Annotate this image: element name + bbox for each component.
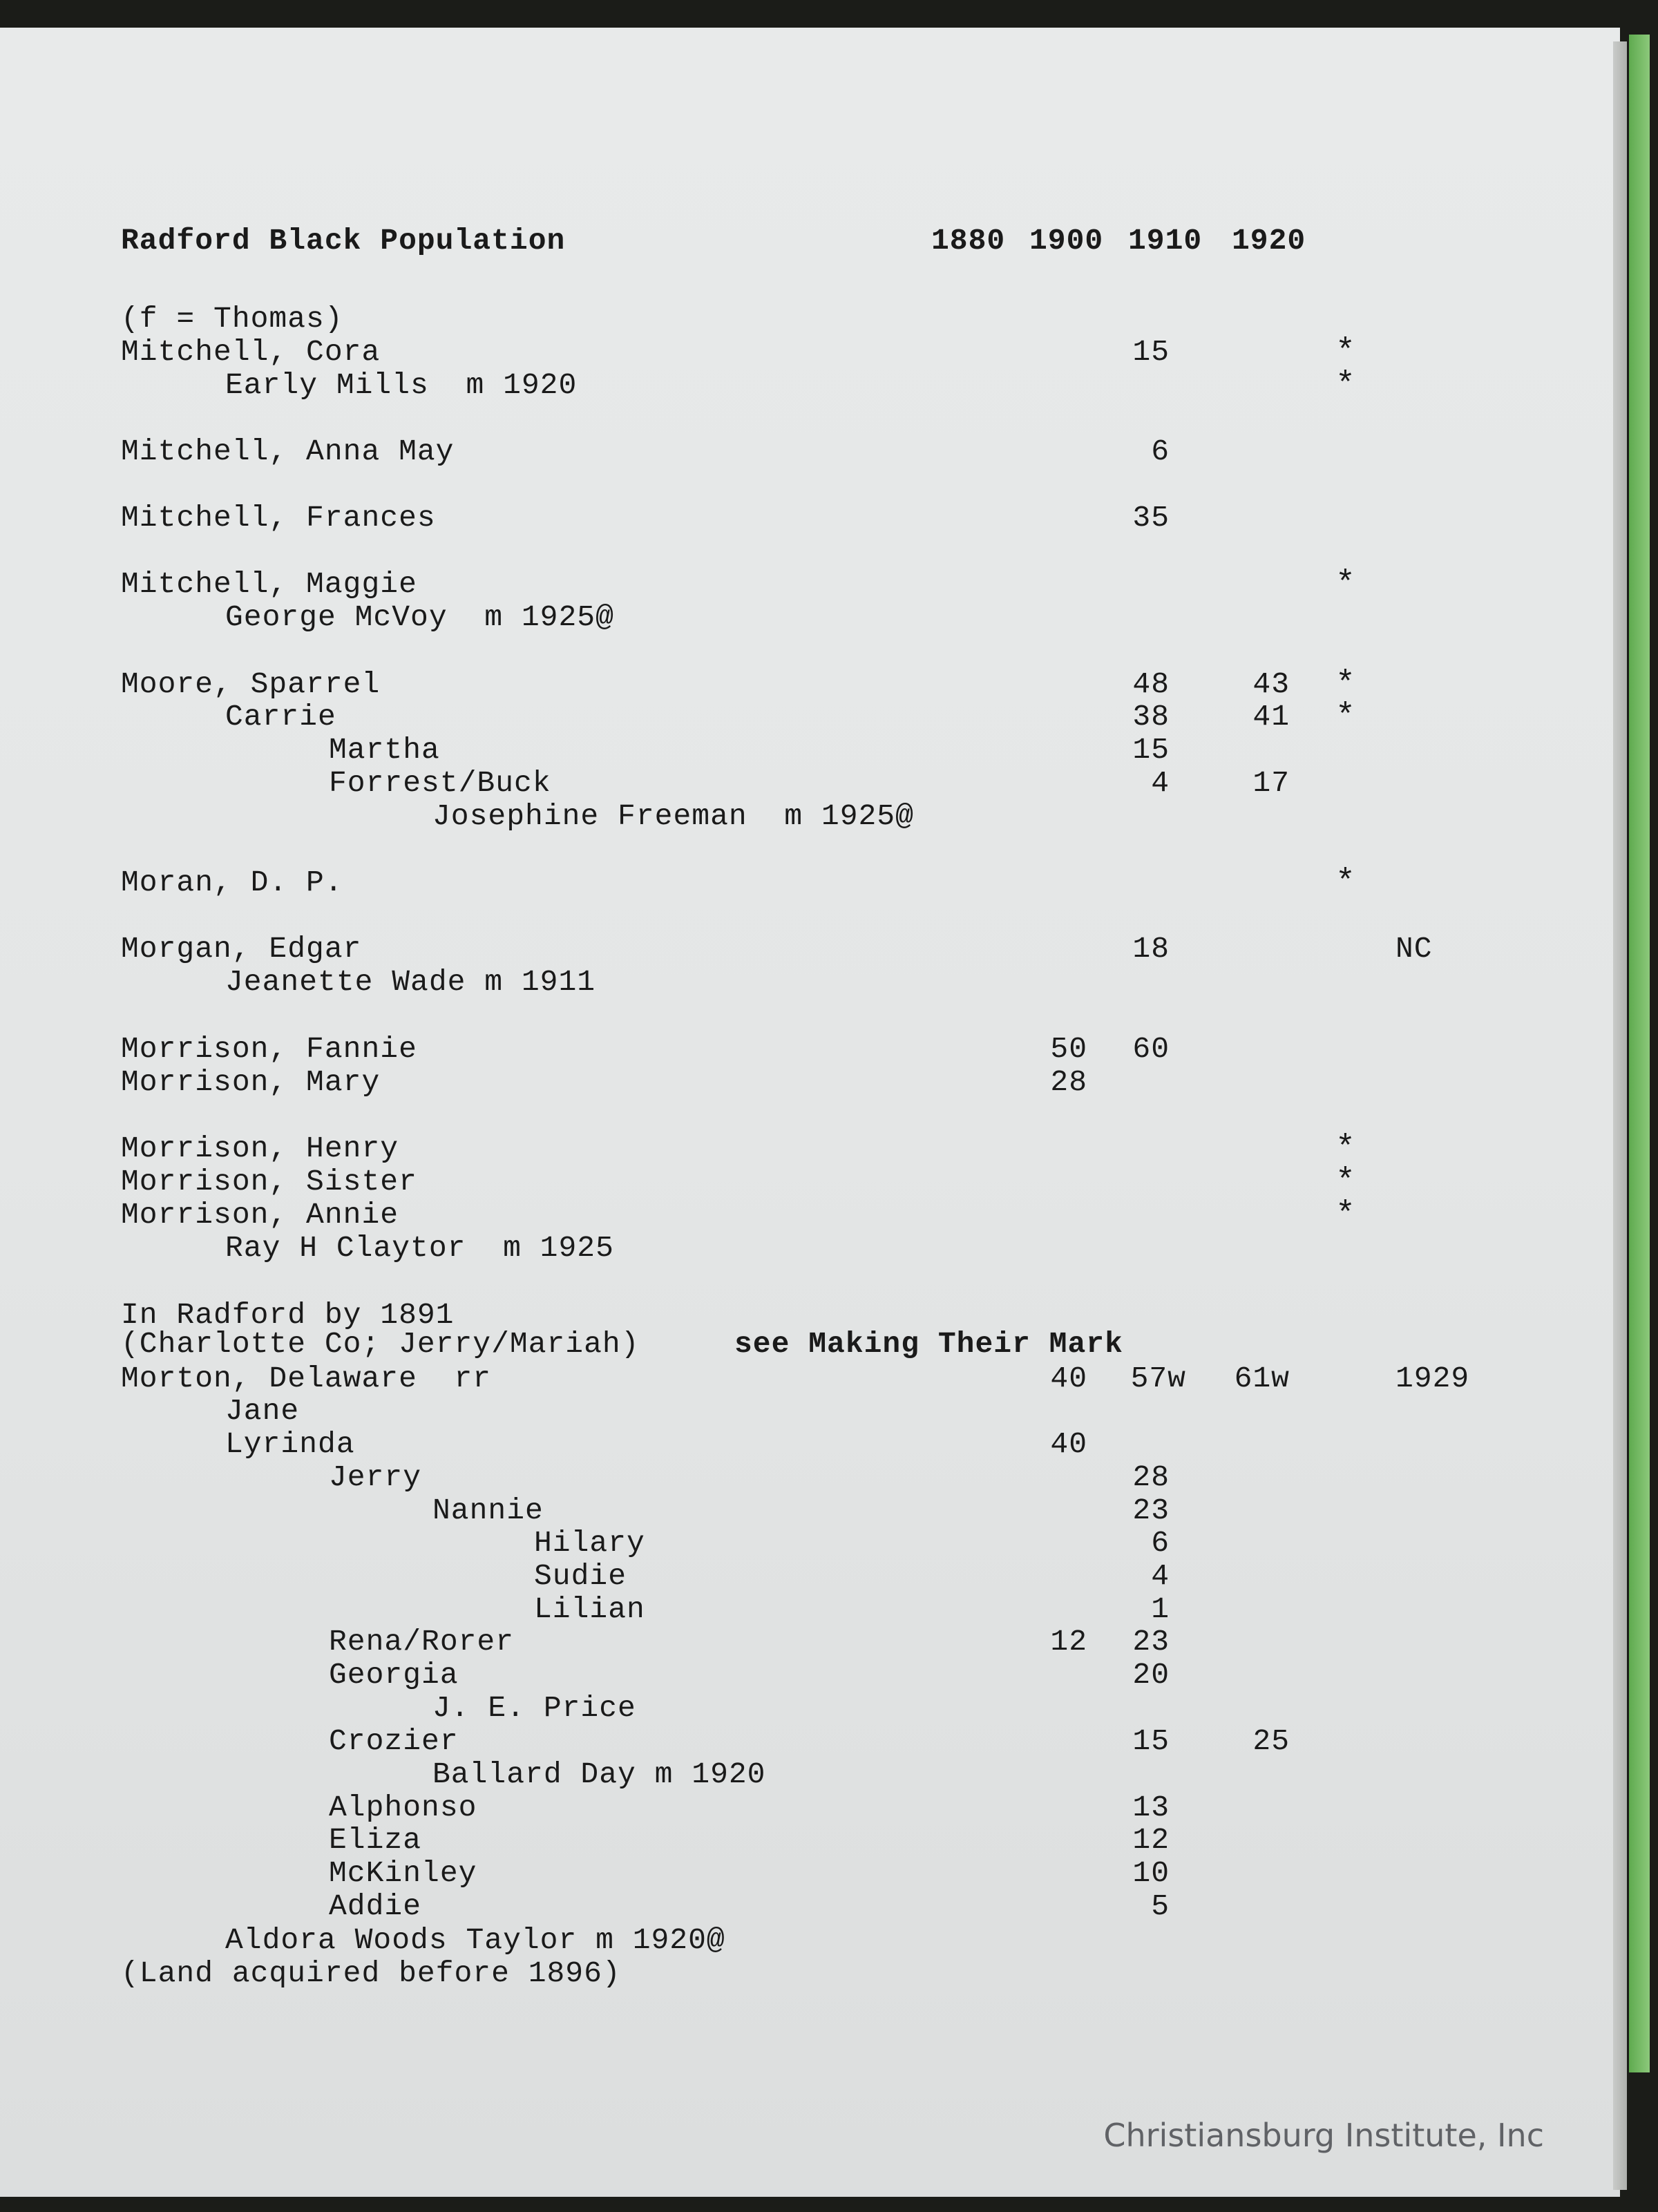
value-1910: 13 [1132,1791,1170,1824]
entry-name: Addie [329,1889,422,1923]
entry-name: Morrison, Fannie [121,1032,417,1066]
value-1910: 10 [1132,1856,1170,1890]
value-1900: 40 [1050,1362,1087,1395]
value-1910: 4 [1151,1559,1170,1593]
watermark: Christiansburg Institute, Inc [1103,2117,1544,2154]
list-item [0,1724,1620,1760]
list-item [0,1657,1620,1693]
value-marker: * [1335,1196,1356,1234]
value-1910: 23 [1132,1494,1170,1527]
entry-name: (Charlotte Co; Jerry/Mariah) [121,1327,640,1361]
list-item [0,1757,1620,1793]
list-item [0,368,1620,403]
list-item [0,1427,1620,1462]
list-item [0,1393,1620,1429]
list-item [0,500,1620,536]
list-item [0,699,1620,735]
list-item [0,600,1620,636]
value-marker: * [1335,666,1356,703]
green-folder-edge [1629,35,1650,2072]
document-page [0,28,1620,2197]
entry-name: Martha [329,733,440,767]
entry-name: (Land acquired before 1896) [121,1956,621,1990]
value-marker: * [1335,1163,1356,1201]
list-item [0,1822,1620,1858]
value-1920: 25 [1252,1724,1290,1758]
list-item [0,865,1620,901]
entry-name: Jerry [329,1460,422,1494]
value-marker: * [1335,566,1356,603]
list-item [0,931,1620,967]
entry-name: Moore, Sparrel [121,667,381,701]
entry-name: Morrison, Annie [121,1198,399,1232]
value-1910: 12 [1132,1823,1170,1857]
list-item [0,1592,1620,1628]
entry-name: Alphonso [329,1791,477,1824]
entry-name: Mitchell, Maggie [121,567,417,601]
value-marker: * [1335,864,1356,902]
entry-name: Lyrinda [225,1427,355,1461]
year-header-1920: 1920 [1232,224,1306,258]
entry-name: Moran, D. P. [121,866,343,899]
list-item [0,732,1620,768]
value-1900: 50 [1050,1032,1087,1066]
value-1910: 38 [1132,700,1170,734]
year-header-1880: 1880 [931,224,1006,258]
entry-name: Morrison, Sister [121,1165,417,1199]
value-marker: * [1335,698,1356,736]
list-item [0,1031,1620,1067]
list-item [0,1493,1620,1529]
list-item [0,1131,1620,1167]
list-item [0,434,1620,470]
entry-name: Ballard Day m 1920 [432,1757,766,1791]
value-1910: 48 [1132,667,1170,701]
entry-name: Josephine Freeman m 1925@ [432,799,914,833]
entry-name: Mitchell, Cora [121,335,381,369]
entry-name: Mitchell, Anna May [121,435,455,468]
list-item [0,1361,1620,1397]
list-item [0,765,1620,801]
entry-name: Morgan, Edgar [121,932,362,966]
entry-name: Morrison, Mary [121,1065,381,1099]
list-item [0,964,1620,1000]
list-item [0,1460,1620,1496]
value-marker: * [1335,1130,1356,1167]
entry-name: Forrest/Buck [329,766,551,800]
value-1910: 1 [1151,1592,1170,1626]
value-1910: 18 [1132,932,1170,966]
list-item [0,1956,1620,1992]
value-1910: 4 [1151,766,1170,800]
list-item [0,301,1620,337]
entry-name: Crozier [329,1724,459,1758]
list-item [0,1525,1620,1561]
value-1910: 60 [1132,1032,1170,1066]
entry-name: In Radford by 1891 [121,1298,455,1332]
value-1910: 6 [1151,435,1170,468]
value-1910: 6 [1151,1526,1170,1560]
entry-name: Morrison, Henry [121,1132,399,1165]
list-item [0,1326,1620,1362]
entry-name: Early Mills m 1920 [225,368,578,402]
value-marker: * [1335,334,1356,371]
entry-name: Carrie [225,700,336,734]
list-item [0,1889,1620,1925]
value-1910: 5 [1151,1889,1170,1923]
header-row [0,223,1620,259]
entry-name: Eliza [329,1823,422,1857]
entry-name: Hilary [534,1526,645,1560]
value-1900: 12 [1050,1625,1087,1659]
value-1910: 57w [1130,1362,1186,1395]
value-end: NC [1395,932,1433,966]
entry-name: McKinley [329,1856,477,1890]
entry-name: Morton, Delaware rr [121,1362,492,1395]
value-1910: 28 [1132,1460,1170,1494]
value-1920: 43 [1252,667,1290,701]
entry-name: Jane [225,1394,300,1428]
entry-name: Lilian [534,1592,645,1626]
list-item [0,1164,1620,1200]
list-item [0,1856,1620,1891]
value-1910: 23 [1132,1625,1170,1659]
list-item [0,1197,1620,1233]
year-header-1910: 1910 [1128,224,1203,258]
entry-name: Aldora Woods Taylor m 1920@ [225,1923,725,1957]
entry-name: J. E. Price [432,1691,636,1725]
value-1910: 20 [1132,1658,1170,1692]
value-1920: 41 [1252,700,1290,734]
value-marker: * [1335,367,1356,404]
year-header-1900: 1900 [1029,224,1104,258]
value-1910: 15 [1132,335,1170,369]
list-item [0,566,1620,602]
value-1910: 15 [1132,733,1170,767]
list-item [0,1065,1620,1100]
list-item [0,1790,1620,1826]
value-1910: 35 [1132,501,1170,535]
entry-note: see Making Their Mark [734,1327,1123,1361]
value-1920: 17 [1252,766,1290,800]
list-item [0,1690,1620,1726]
list-item [0,1558,1620,1594]
list-item [0,799,1620,835]
list-item [0,1624,1620,1660]
entry-name: Nannie [432,1494,544,1527]
value-1920: 61w [1234,1362,1290,1395]
value-1900: 40 [1050,1427,1087,1461]
entry-name: Ray H Claytor m 1925 [225,1231,614,1265]
list-item [0,334,1620,370]
value-1910: 15 [1132,1724,1170,1758]
value-end: 1929 [1395,1362,1470,1395]
list-item [0,667,1620,703]
value-1900: 28 [1050,1065,1087,1099]
list-item [0,1230,1620,1266]
entry-name: George McVoy m 1925@ [225,600,614,634]
page-edge [1613,41,1627,2190]
entry-name: Rena/Rorer [329,1625,515,1659]
entry-name: (f = Thomas) [121,302,343,336]
entry-name: Mitchell, Frances [121,501,436,535]
entry-name: Sudie [534,1559,627,1593]
entry-name: Jeanette Wade m 1911 [225,965,596,999]
list-item [0,1923,1620,1958]
page-title: Radford Black Population [121,224,566,258]
entry-name: Georgia [329,1658,459,1692]
